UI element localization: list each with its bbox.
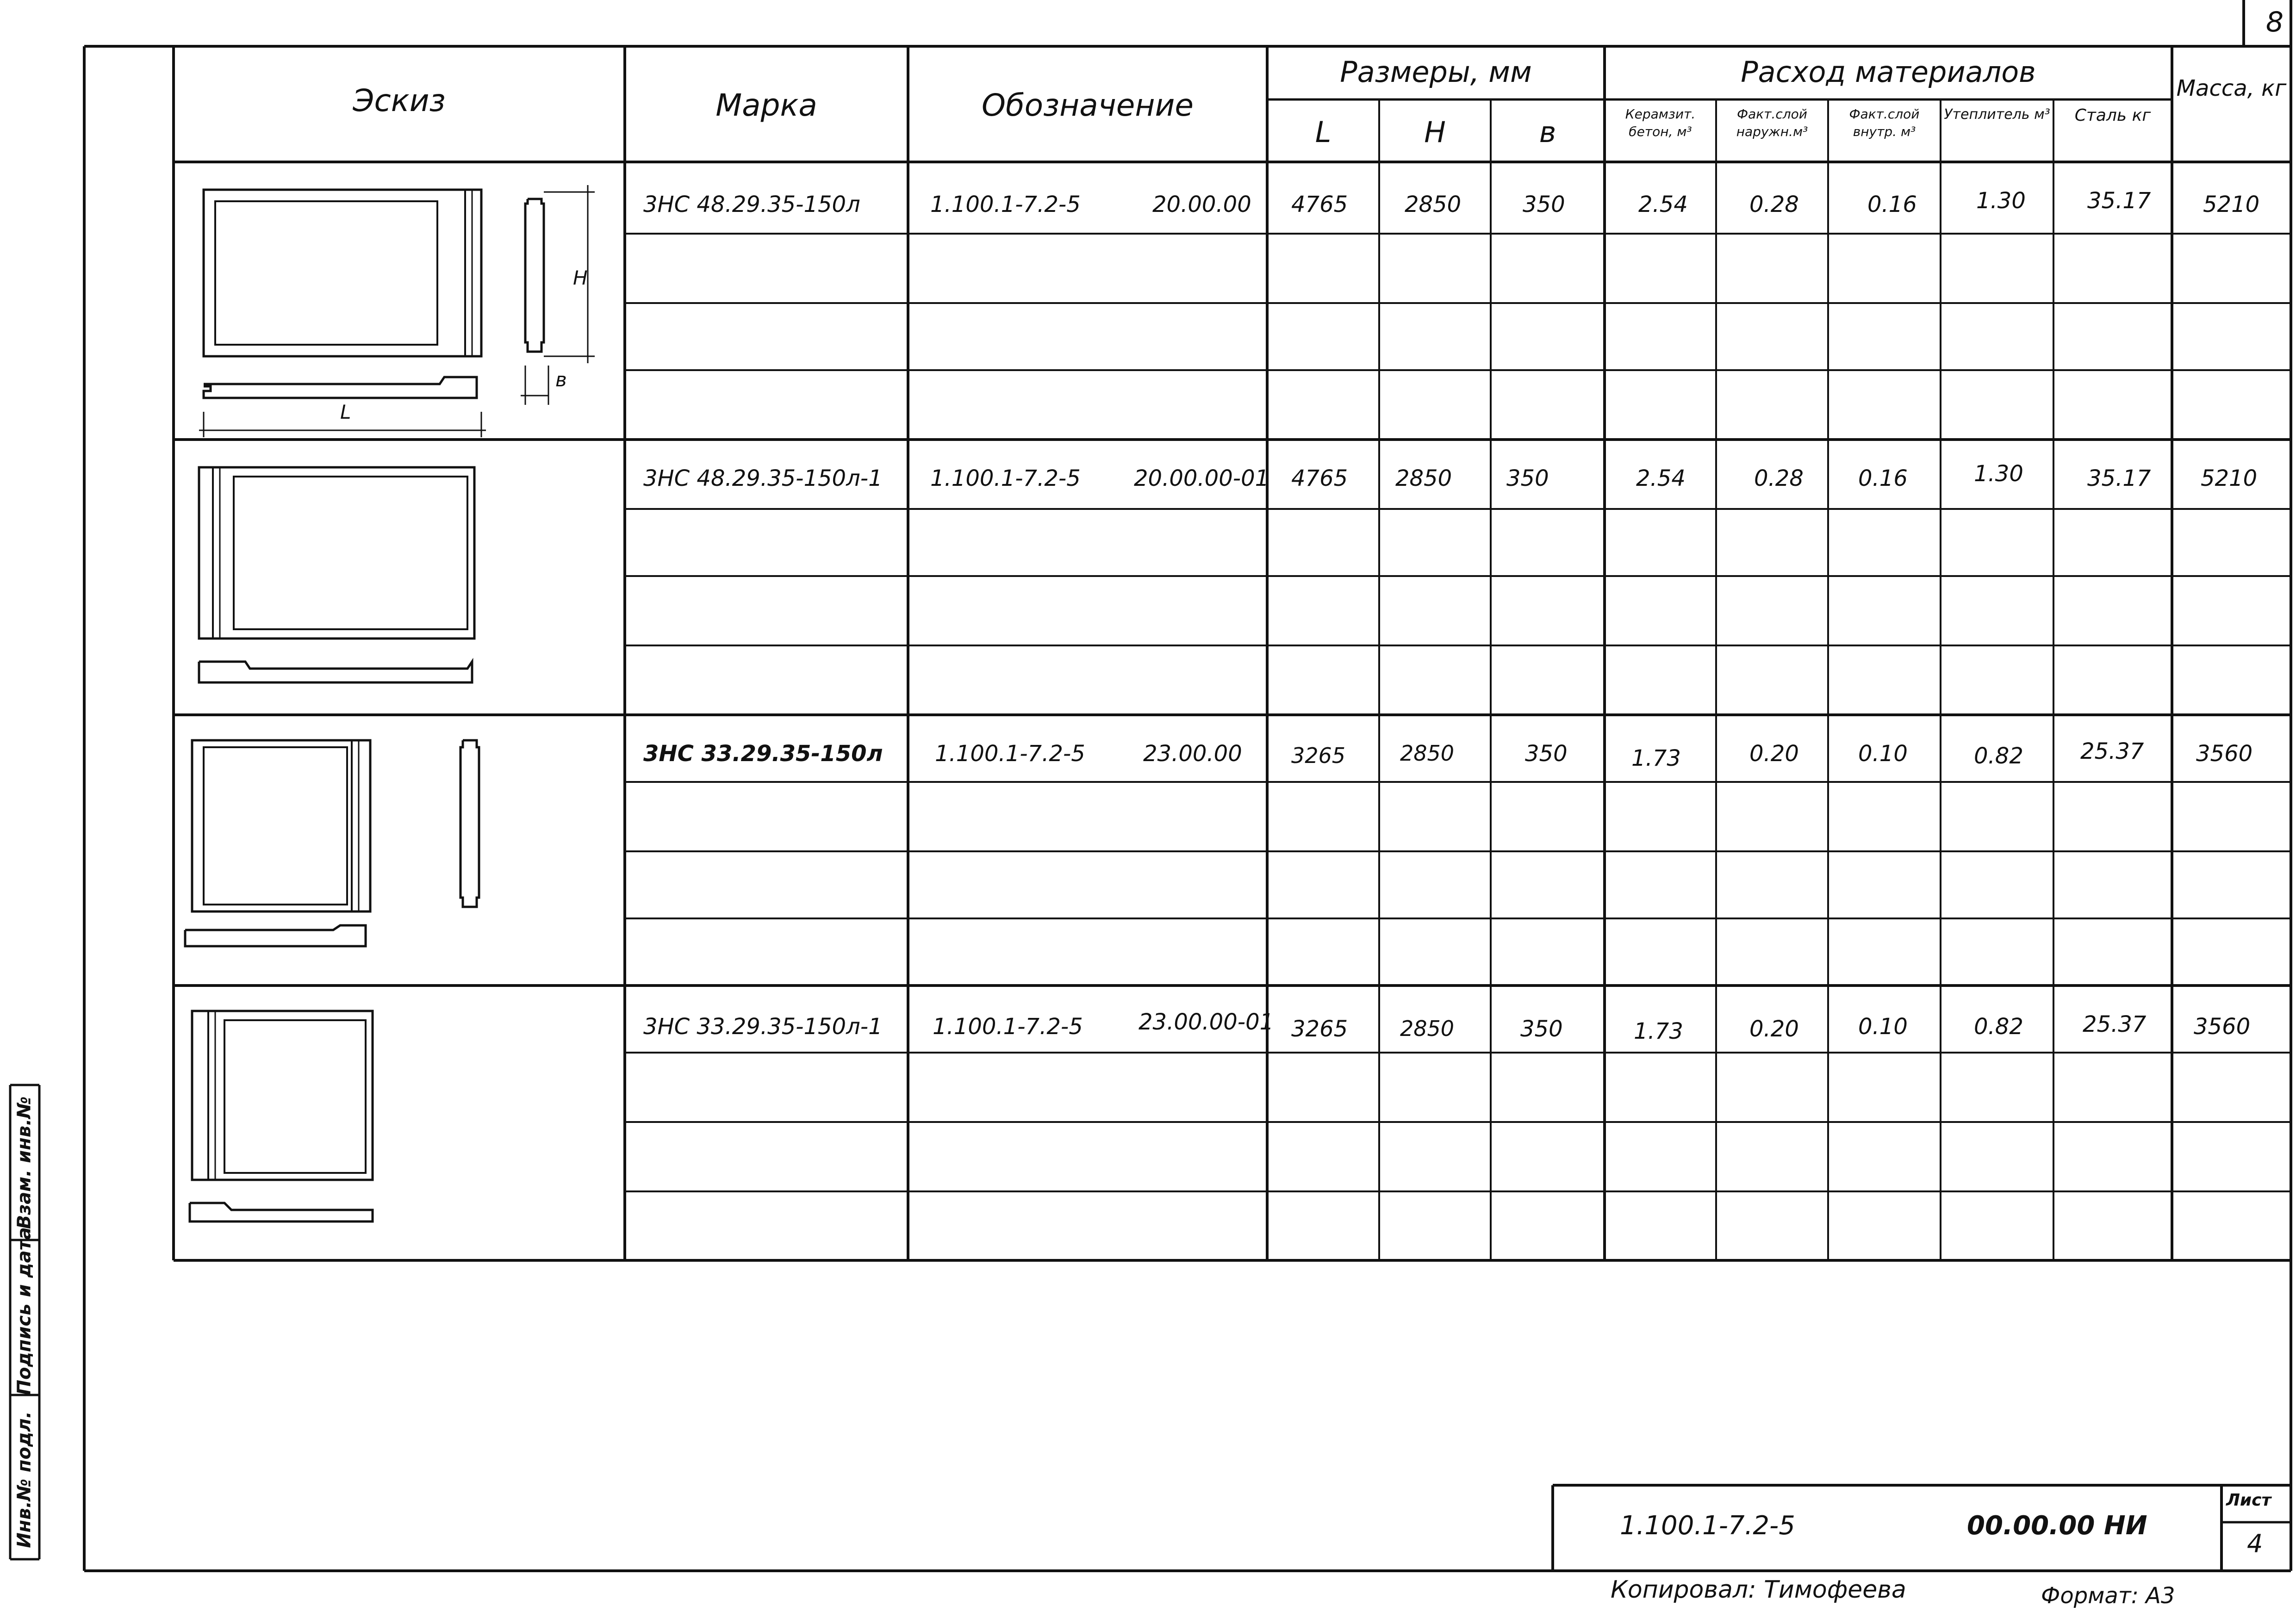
cell-outer: 0.28	[1749, 192, 1799, 217]
stamp-vzam-inv: Взам. инв.№	[13, 1096, 35, 1229]
cell-mass: 5210	[2201, 465, 2258, 491]
cell-b: 350	[1506, 465, 1549, 491]
header-sketch: Эскиз	[353, 83, 446, 118]
header-mark: Марка	[716, 87, 817, 123]
stamp-podpis-data: Подпись и дата	[13, 1227, 35, 1395]
cell-concrete: 2.54	[1638, 192, 1688, 217]
cell-l: 3265	[1291, 743, 1346, 768]
cell-l: 3265	[1291, 1016, 1348, 1042]
cell-insulation: 0.82	[1974, 1014, 2023, 1040]
cell-b: 350	[1525, 741, 1568, 767]
cell-steel: 35.17	[2087, 465, 2151, 491]
cell-mark: 3НС 33.29.35-150л-1	[643, 1014, 883, 1040]
cell-steel: 35.17	[2087, 188, 2151, 214]
cell-outer: 0.28	[1754, 465, 1804, 491]
cell-inner: 0.10	[1858, 741, 1908, 767]
sketch-label-height: H	[573, 267, 588, 289]
sketch-label-width: в	[555, 368, 567, 391]
cell-designation-code: 23.00.00	[1143, 741, 1242, 767]
title-code: 00.00.00 НИ	[1967, 1511, 2147, 1541]
cell-designation-series: 1.100.1-7.2-5	[930, 192, 1081, 217]
stamp-inv-podl: Инв.№ подл.	[13, 1411, 35, 1548]
cell-outer: 0.20	[1749, 1016, 1799, 1042]
cell-designation-code: 23.00.00-01	[1139, 1009, 1274, 1035]
cell-mark: 3НС 48.29.35-150л-1	[643, 465, 883, 491]
header-dimensions: Размеры, мм	[1340, 55, 1532, 89]
cell-insulation: 1.30	[1976, 188, 2026, 214]
cell-mass: 3560	[2194, 1014, 2251, 1040]
title-sheet-label: Лист	[2226, 1491, 2271, 1510]
cell-concrete: 2.54	[1636, 465, 1686, 491]
cell-mark: 3НС 48.29.35-150л	[643, 192, 860, 217]
cell-steel: 25.37	[2080, 738, 2144, 764]
cell-inner: 0.10	[1858, 1014, 1908, 1040]
footer-format: Формат: А3	[2041, 1583, 2175, 1609]
header-materials: Расход материалов	[1741, 55, 2036, 89]
cell-concrete: 1.73	[1634, 1018, 1683, 1044]
header-dim-l: L	[1315, 115, 1332, 149]
header-mat-inner: Факт.слой внутр. м³	[1849, 106, 1920, 139]
cell-mass: 5210	[2203, 192, 2260, 217]
header-dim-h: H	[1424, 115, 1446, 149]
cell-steel: 25.37	[2083, 1011, 2147, 1037]
cell-h: 2850	[1400, 741, 1455, 766]
cell-mass: 3560	[2196, 741, 2253, 767]
cell-concrete: 1.73	[1631, 745, 1681, 771]
cell-l: 4765	[1291, 192, 1348, 217]
cell-inner: 0.16	[1858, 465, 1908, 491]
header-mat-concrete: Керамзит. бетон, м³	[1625, 106, 1696, 139]
cell-h: 2850	[1405, 192, 1462, 217]
header-mat-outer: Факт.слой наружн.м³	[1736, 106, 1808, 139]
cell-inner: 0.16	[1867, 192, 1917, 217]
cell-outer: 0.20	[1749, 741, 1799, 767]
cell-designation-series: 1.100.1-7.2-5	[930, 465, 1081, 491]
header-dim-b: в	[1539, 115, 1556, 149]
cell-h: 2850	[1400, 1016, 1455, 1041]
cell-designation-code: 20.00.00-01	[1134, 465, 1269, 491]
cell-designation-code: 20.00.00	[1152, 192, 1251, 217]
title-series: 1.100.1-7.2-5	[1620, 1511, 1795, 1541]
sheet-number-top: 8	[2265, 6, 2284, 38]
cell-insulation: 0.82	[1974, 743, 2023, 769]
header-mass: Масса, кг	[2176, 75, 2287, 101]
header-mat-insulation: Утеплитель м³	[1944, 106, 2050, 123]
footer-copied-by: Копировал: Тимофеева	[1611, 1576, 1906, 1604]
cell-h: 2850	[1395, 465, 1452, 491]
cell-l: 4765	[1291, 465, 1348, 491]
header-designation: Обозначение	[982, 87, 1194, 123]
title-sheet-number: 4	[2247, 1529, 2263, 1558]
cell-mark: 3НС 33.29.35-150л	[643, 741, 883, 767]
header-mat-steel: Сталь кг	[2074, 106, 2151, 125]
cell-insulation: 1.30	[1974, 461, 2023, 487]
cell-designation-series: 1.100.1-7.2-5	[933, 1014, 1083, 1040]
cell-b: 350	[1520, 1016, 1563, 1042]
sketch-label-length: L	[340, 401, 351, 423]
cell-designation-series: 1.100.1-7.2-5	[935, 741, 1085, 767]
cell-b: 350	[1523, 192, 1565, 217]
